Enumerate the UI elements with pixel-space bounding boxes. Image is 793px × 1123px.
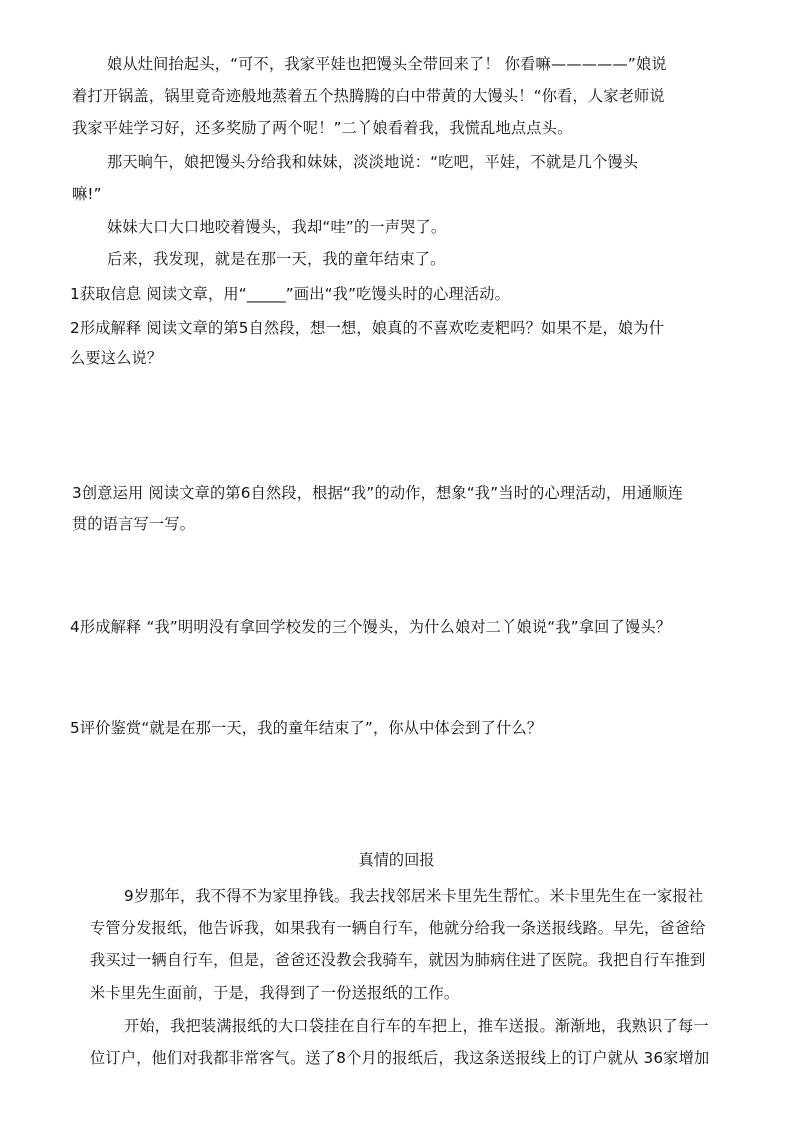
story1-line-3: 我家平娃学习好，还多奖励了两个呢！”二丫娘看着我，我慌乱地点点头。: [72, 119, 573, 137]
question-2-line-1: 2形成解释 阅读文章的第5自然段，想一想，娘真的不喜欢吃麦粑吗？如果不是，娘为什: [70, 319, 665, 337]
story2-line-5: 开始，我把装满报纸的大口袋挂在自行车的车把上，推车送报。渐渐地，我熟识了每一: [124, 1017, 709, 1035]
story1-line-4: 那天晌午，娘把馒头分给我和妹妹，淡淡地说：“吃吧，平娃，不就是几个馒头: [107, 153, 639, 171]
story2-line-1: 9岁那年，我不得不为家里挣钱。我去找邻居米卡里先生帮忙。米卡里先生在一家报社: [124, 887, 704, 905]
story2-line-4: 米卡里先生面前，于是，我得到了一份送报纸的工作。: [90, 984, 460, 1002]
question-5: 5评价鉴赏“就是在那一天，我的童年结束了”，你从中体会到了什么？: [70, 719, 543, 737]
story2-line-6: 位订户，他们对我都非常客气。送了8个月的报纸后，我这条送报线上的订户就从 36家增加: [90, 1049, 710, 1067]
story1-line-1: 娘从灶间抬起头，“可不，我家平娃也把馒头全带回来了！ 你看嘛—————”娘说: [107, 55, 667, 73]
story1-line-6: 妹妹大口大口地咬着馒头，我却“哇”的一声哭了。: [107, 218, 447, 236]
story2-line-3: 我买过一辆自行车，但是，爸爸还没教会我骑车，就因为肺病住进了医院。我把自行车推到: [90, 951, 706, 969]
question-4: 4形成解释 “我”明明没有拿回学校发的三个馒头，为什么娘对二丫娘说“我”拿回了馒头？: [70, 618, 672, 636]
story2-title: 真情的回报: [358, 851, 435, 869]
question-2-line-2: 么要这么说？: [70, 349, 163, 367]
story1-line-2: 着打开锅盖，锅里竟奇迹般地蒸着五个热腾腾的白中带黄的大馒头！“你看，人家老师说: [72, 87, 665, 105]
story1-line-5: 嘛!”: [72, 185, 102, 203]
question-1: 1获取信息 阅读文章，用“_____”画出“我”吃馒头时的心理活动。: [70, 285, 511, 303]
question-3-line-2: 贯的语言写一写。: [72, 515, 196, 533]
story2-line-2: 专管分发报纸，他告诉我，如果我有一辆自行车，他就分给我一条送报线路。早先，爸爸给: [90, 919, 706, 937]
question-3-line-1: 3创意运用 阅读文章的第6自然段，根据“我”的动作，想象“我”当时的心理活动，用通顺连: [72, 484, 683, 502]
story1-line-7: 后来，我发现，就是在那一天，我的童年结束了。: [107, 250, 446, 268]
